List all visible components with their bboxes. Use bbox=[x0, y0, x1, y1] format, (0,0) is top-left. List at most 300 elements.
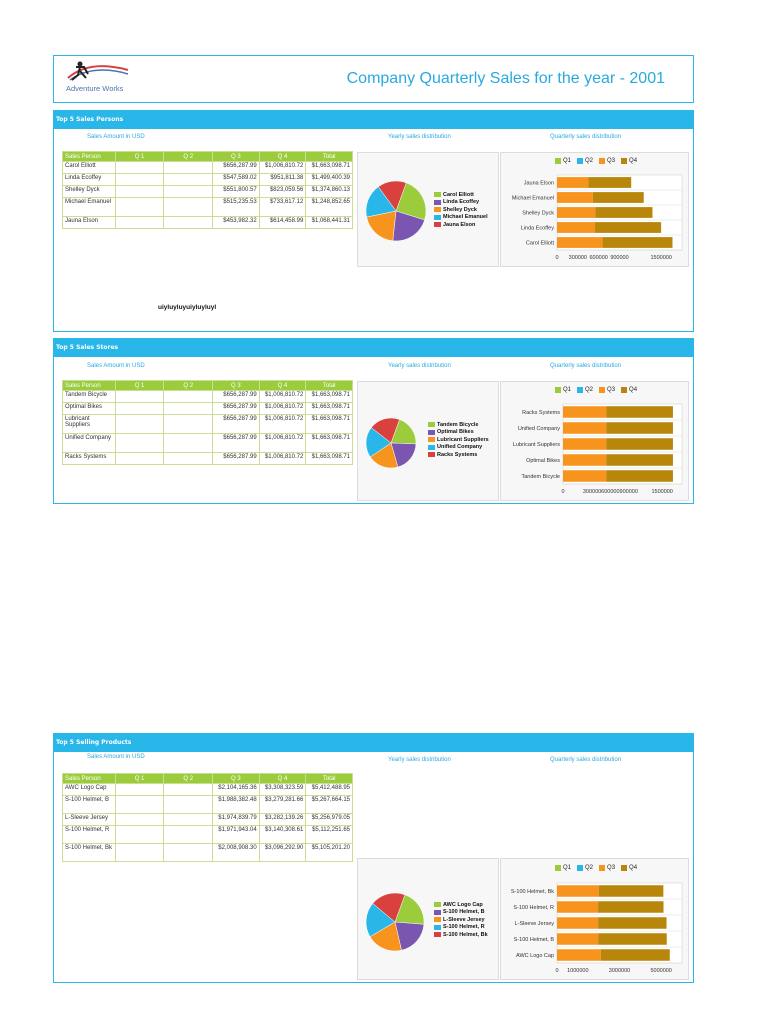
legend-item bbox=[428, 451, 489, 459]
bar-segment bbox=[598, 933, 666, 945]
column-header: Q 1 bbox=[115, 381, 164, 391]
column-header: Q 4 bbox=[259, 381, 306, 391]
legend-swatch bbox=[621, 387, 627, 393]
legend-swatch bbox=[599, 387, 605, 393]
table-row bbox=[63, 434, 353, 453]
cell-value: $1,971,943.04 bbox=[213, 826, 260, 844]
bar-segment bbox=[606, 470, 673, 482]
legend-item bbox=[434, 909, 488, 917]
table-row bbox=[63, 198, 353, 217]
sales-table bbox=[62, 151, 353, 229]
legend-label: Q1 bbox=[563, 158, 572, 164]
cell-value bbox=[115, 217, 164, 229]
report-title: Company Quarterly Sales for the year - 2001 bbox=[346, 70, 665, 87]
row-label: Michael Emanuel bbox=[63, 198, 116, 217]
legend-swatch bbox=[434, 925, 441, 930]
legend-swatch bbox=[428, 422, 435, 427]
column-header: Q 3 bbox=[213, 774, 260, 784]
bar-segment bbox=[557, 237, 603, 248]
cell-value bbox=[164, 162, 213, 174]
cell-value bbox=[164, 434, 213, 453]
cell-value bbox=[115, 391, 164, 403]
cell-value: $1,663,098.71 bbox=[306, 403, 353, 415]
column-header: Sales Person bbox=[63, 381, 116, 391]
cell-value: $656,287.99 bbox=[213, 403, 260, 415]
legend-label: Q1 bbox=[563, 387, 572, 393]
quarter-legend bbox=[555, 158, 637, 164]
table-row bbox=[63, 162, 353, 174]
column-header: Q 3 bbox=[213, 152, 260, 162]
quarterly-dist-label: Quarterly sales distribution bbox=[550, 363, 622, 369]
table-row bbox=[63, 814, 353, 826]
cell-value: $1,663,098.71 bbox=[306, 453, 353, 465]
legend-label: Q1 bbox=[563, 865, 572, 871]
cell-value: $656,287.99 bbox=[213, 453, 260, 465]
column-header: Q 2 bbox=[164, 381, 213, 391]
bar-segment bbox=[563, 422, 606, 434]
legend-label: S-100 Helmet, Bk bbox=[443, 931, 488, 938]
cell-value: $656,287.99 bbox=[213, 415, 260, 434]
legend-swatch bbox=[577, 865, 583, 871]
legend-label: Q4 bbox=[629, 865, 638, 871]
legend-item bbox=[434, 199, 488, 207]
x-tick-label: 1000000 bbox=[567, 968, 589, 974]
cell-value: $1,499,400.39 bbox=[306, 174, 353, 186]
row-label: S-100 Helmet, Bk bbox=[63, 844, 116, 862]
bar-segment bbox=[563, 454, 606, 466]
bar-segment bbox=[606, 454, 673, 466]
table-row bbox=[63, 826, 353, 844]
legend-label: Tandem Bicycle bbox=[437, 421, 479, 428]
category-label: S-100 Helmet, B bbox=[513, 937, 554, 943]
bar-segment bbox=[557, 917, 598, 929]
cell-value: $1,988,382.48 bbox=[213, 796, 260, 814]
cell-value bbox=[115, 453, 164, 465]
column-header: Q 1 bbox=[115, 152, 164, 162]
category-label: Tandem Bicycle bbox=[521, 474, 560, 480]
legend-label: AWC Logo Cap bbox=[443, 901, 483, 908]
legend-label: Q3 bbox=[607, 865, 616, 871]
row-label: Racks Systems bbox=[63, 453, 116, 465]
logo-text: Adventure Works bbox=[66, 84, 124, 93]
row-label: Linda Ecoffey bbox=[63, 174, 116, 186]
legend-item bbox=[621, 158, 637, 164]
yearly-dist-label: Yearly sales distribution bbox=[388, 134, 451, 140]
cell-value: $5,412,488.95 bbox=[306, 784, 353, 796]
legend-swatch bbox=[434, 215, 441, 220]
note-text: uiyluyluyuiyluyluyl bbox=[158, 304, 217, 311]
x-tick-label: 300000 bbox=[568, 255, 588, 261]
adventure-works-logo bbox=[66, 60, 130, 84]
cell-value: $1,006,810.72 bbox=[259, 453, 306, 465]
category-label: Linda Ecoffey bbox=[520, 225, 554, 232]
category-label: Lubricant Suppliers bbox=[512, 442, 560, 448]
table-row bbox=[63, 174, 353, 186]
legend-label: Linda Ecoffey bbox=[443, 199, 480, 206]
bar-segment bbox=[563, 406, 606, 418]
sales-table bbox=[62, 380, 353, 465]
cell-value: $2,008,908.30 bbox=[213, 844, 260, 862]
quarterly-dist-label: Quarterly sales distribution bbox=[550, 757, 622, 763]
cell-value bbox=[115, 826, 164, 844]
x-tick-label: 1500000 bbox=[651, 489, 673, 495]
pie-panel bbox=[357, 381, 499, 501]
legend-swatch bbox=[434, 192, 441, 197]
cell-value: $547,589.02 bbox=[213, 174, 260, 186]
column-header: Q 2 bbox=[164, 774, 213, 784]
cell-value bbox=[164, 198, 213, 217]
cell-value bbox=[164, 844, 213, 862]
cell-value bbox=[164, 826, 213, 844]
column-header: Total bbox=[306, 381, 353, 391]
bar-segment bbox=[598, 917, 666, 929]
bar-segment bbox=[557, 207, 595, 218]
cell-value: $3,096,292.90 bbox=[259, 844, 306, 862]
legend-item bbox=[434, 916, 488, 924]
legend-swatch bbox=[428, 452, 435, 457]
legend-item bbox=[428, 429, 489, 437]
legend-swatch bbox=[434, 222, 441, 227]
pie-chart bbox=[366, 181, 426, 241]
row-label: Tandem Bicycle bbox=[63, 391, 116, 403]
cell-value: $3,308,323.59 bbox=[259, 784, 306, 796]
cell-value: $1,006,810.72 bbox=[259, 434, 306, 453]
legend-label: Q3 bbox=[607, 387, 616, 393]
bar-segment bbox=[606, 422, 673, 434]
category-label: Michael Emanuel bbox=[511, 195, 554, 202]
cell-value: $3,282,139.26 bbox=[259, 814, 306, 826]
x-tick-label: 1500000 bbox=[650, 255, 672, 261]
bar-segment bbox=[557, 885, 599, 897]
sales-amount-label: Sales Amount in USD bbox=[87, 363, 145, 369]
pie-chart bbox=[366, 893, 424, 951]
column-header: Total bbox=[306, 152, 353, 162]
column-header: Total bbox=[306, 774, 353, 784]
bar-segment bbox=[606, 438, 673, 450]
legend-swatch bbox=[599, 865, 605, 871]
bar-segment bbox=[606, 406, 673, 418]
legend-label: Racks Systems bbox=[437, 451, 478, 458]
pie-panel bbox=[357, 858, 499, 980]
quarterly-dist-label: Quarterly sales distribution bbox=[550, 134, 622, 140]
legend-item bbox=[434, 924, 488, 932]
table-row bbox=[63, 784, 353, 796]
x-tick-label: 600000 bbox=[589, 255, 608, 261]
cell-value bbox=[164, 174, 213, 186]
legend-item bbox=[599, 158, 615, 164]
pie-legend bbox=[434, 191, 488, 229]
legend-label: Q2 bbox=[585, 387, 594, 393]
cell-value: $1,374,860.13 bbox=[306, 186, 353, 198]
cell-value: $733,617.12 bbox=[259, 198, 306, 217]
x-tick-label: 0 bbox=[555, 968, 559, 974]
bar-panel bbox=[500, 381, 689, 501]
legend-label: Q2 bbox=[585, 865, 594, 871]
legend-swatch bbox=[434, 207, 441, 212]
cell-value: $3,140,308.61 bbox=[259, 826, 306, 844]
legend-item bbox=[599, 387, 615, 393]
column-header: Q 1 bbox=[115, 774, 164, 784]
table-row bbox=[63, 796, 353, 814]
cell-value: $656,287.99 bbox=[213, 162, 260, 174]
cell-value: $5,112,251.65 bbox=[306, 826, 353, 844]
legend-swatch bbox=[555, 158, 561, 164]
legend-label: S-100 Helmet, R bbox=[443, 924, 485, 931]
cell-value bbox=[164, 453, 213, 465]
legend-item bbox=[577, 865, 593, 871]
cell-value bbox=[115, 415, 164, 434]
bar-chart bbox=[501, 400, 690, 500]
legend-swatch bbox=[621, 865, 627, 871]
x-tick-label: 3000000 bbox=[608, 968, 631, 974]
section-sales-persons bbox=[53, 110, 694, 332]
legend-swatch bbox=[555, 387, 561, 393]
legend-item bbox=[555, 865, 571, 871]
legend-swatch bbox=[434, 902, 441, 907]
section-title: Top 5 Selling Products bbox=[54, 734, 693, 752]
cell-value: $1,006,810.72 bbox=[259, 391, 306, 403]
bar-segment bbox=[593, 192, 644, 203]
legend-item bbox=[428, 421, 489, 429]
bar-segment bbox=[601, 949, 670, 961]
cell-value: $515,235.53 bbox=[213, 198, 260, 217]
cell-value bbox=[164, 391, 213, 403]
bar-segment bbox=[557, 949, 601, 961]
table-row bbox=[63, 403, 353, 415]
bar-segment bbox=[598, 901, 663, 913]
table-row bbox=[63, 217, 353, 229]
legend-swatch bbox=[434, 917, 441, 922]
row-label: L-Sleeve Jersey bbox=[63, 814, 116, 826]
legend-item bbox=[434, 191, 488, 199]
legend-item bbox=[577, 387, 593, 393]
bar-segment bbox=[557, 192, 593, 203]
legend-label: Optimal Bikes bbox=[437, 429, 474, 436]
legend-label: Q3 bbox=[607, 158, 616, 164]
category-label: Jauna Elson bbox=[523, 180, 554, 187]
legend-label: Michael Emanuel bbox=[443, 214, 488, 221]
pie-panel bbox=[357, 152, 499, 267]
pie-legend bbox=[428, 421, 489, 459]
sales-table bbox=[62, 773, 353, 862]
legend-swatch bbox=[428, 430, 435, 435]
table-row bbox=[63, 453, 353, 465]
table-row bbox=[63, 391, 353, 403]
legend-item bbox=[599, 865, 615, 871]
bar-segment bbox=[557, 222, 595, 233]
bar-chart bbox=[501, 879, 690, 979]
legend-swatch bbox=[621, 158, 627, 164]
cell-value: $951,811.38 bbox=[259, 174, 306, 186]
legend-item bbox=[577, 158, 593, 164]
cell-value bbox=[115, 814, 164, 826]
category-label: S-100 Helmet, Bk bbox=[510, 889, 554, 895]
cell-value: $1,974,839.79 bbox=[213, 814, 260, 826]
row-label: Unified Company bbox=[63, 434, 116, 453]
cell-value bbox=[164, 186, 213, 198]
legend-label: S-100 Helmet, B bbox=[443, 909, 485, 916]
legend-swatch bbox=[428, 445, 435, 450]
row-label: Shelley Dyck bbox=[63, 186, 116, 198]
cell-value bbox=[115, 198, 164, 217]
bar-segment bbox=[603, 237, 673, 248]
column-header: Q 3 bbox=[213, 381, 260, 391]
x-tick-label: 300000600000900000 bbox=[582, 489, 638, 495]
cell-value: $614,458.99 bbox=[259, 217, 306, 229]
bar-panel bbox=[500, 152, 689, 267]
legend-swatch bbox=[434, 200, 441, 205]
category-label: Shelley Dyck bbox=[522, 210, 554, 217]
cell-value: $1,248,852.65 bbox=[306, 198, 353, 217]
bar-segment bbox=[563, 438, 606, 450]
cell-value bbox=[115, 784, 164, 796]
pie-chart bbox=[366, 418, 416, 468]
cell-value: $1,663,098.71 bbox=[306, 415, 353, 434]
quarter-legend bbox=[555, 387, 637, 393]
column-header: Q 2 bbox=[164, 152, 213, 162]
cell-value bbox=[164, 415, 213, 434]
bar-segment bbox=[595, 222, 661, 233]
cell-value: $5,256,979.05 bbox=[306, 814, 353, 826]
cell-value bbox=[164, 403, 213, 415]
bar-chart bbox=[501, 171, 690, 266]
cell-value: $1,663,098.71 bbox=[306, 391, 353, 403]
cell-value: $1,663,098.71 bbox=[306, 434, 353, 453]
legend-swatch bbox=[577, 158, 583, 164]
section-title: Top 5 Sales Persons bbox=[54, 111, 693, 129]
cell-value bbox=[115, 186, 164, 198]
yearly-dist-label: Yearly sales distribution bbox=[388, 757, 451, 763]
cell-value bbox=[115, 403, 164, 415]
bar-segment bbox=[557, 901, 598, 913]
cell-value: $5,105,201.20 bbox=[306, 844, 353, 862]
row-label: Jauna Elson bbox=[63, 217, 116, 229]
legend-swatch bbox=[434, 932, 441, 937]
bar-panel bbox=[500, 858, 689, 980]
legend-label: Shelley Dyck bbox=[443, 206, 477, 213]
category-label: L-Sleeve Jersey bbox=[514, 921, 554, 927]
row-label: S-100 Helmet, R bbox=[63, 826, 116, 844]
legend-swatch bbox=[428, 437, 435, 442]
category-label: Carol Elliott bbox=[525, 240, 554, 247]
cell-value: $823,059.56 bbox=[259, 186, 306, 198]
legend-item bbox=[428, 444, 489, 452]
legend-item bbox=[555, 158, 571, 164]
row-label: S-100 Helmet, B bbox=[63, 796, 116, 814]
column-header: Sales Person bbox=[63, 774, 116, 784]
row-label: AWC Logo Cap bbox=[63, 784, 116, 796]
legend-label: Lubricant Suppliers bbox=[437, 436, 489, 443]
cell-value bbox=[115, 434, 164, 453]
cell-value: $1,006,810.72 bbox=[259, 415, 306, 434]
cell-value bbox=[115, 162, 164, 174]
x-tick-label: 0 bbox=[555, 255, 559, 261]
sales-amount-label: Sales Amount in USD bbox=[87, 754, 145, 760]
cell-value bbox=[115, 844, 164, 862]
column-header: Sales Person bbox=[63, 152, 116, 162]
quarter-legend bbox=[555, 865, 637, 871]
bar-segment bbox=[563, 470, 606, 482]
cell-value: $453,982.32 bbox=[213, 217, 260, 229]
legend-label: L-Sleeve Jersey bbox=[443, 916, 485, 923]
cell-value: $1,663,098.71 bbox=[306, 162, 353, 174]
table-row bbox=[63, 186, 353, 198]
cell-value bbox=[115, 174, 164, 186]
table-row bbox=[63, 415, 353, 434]
legend-label: Q4 bbox=[629, 387, 638, 393]
section-selling-products bbox=[53, 733, 694, 983]
legend-label: Q2 bbox=[585, 158, 594, 164]
bar-segment bbox=[589, 177, 632, 188]
bar-segment bbox=[595, 207, 652, 218]
legend-item bbox=[621, 387, 637, 393]
cell-value: $5,267,664.15 bbox=[306, 796, 353, 814]
report-header bbox=[53, 55, 694, 103]
table-row bbox=[63, 844, 353, 862]
cell-value: $3,279,281.66 bbox=[259, 796, 306, 814]
legend-swatch bbox=[599, 158, 605, 164]
cell-value: $656,287.99 bbox=[213, 391, 260, 403]
bar-segment bbox=[599, 885, 664, 897]
cell-value bbox=[115, 796, 164, 814]
cell-value bbox=[164, 796, 213, 814]
legend-item bbox=[434, 901, 488, 909]
legend-item bbox=[621, 865, 637, 871]
legend-label: Jauna Elson bbox=[443, 221, 476, 228]
category-label: Racks Systems bbox=[522, 410, 560, 416]
row-label: Optimal Bikes bbox=[63, 403, 116, 415]
x-tick-label: 0 bbox=[561, 489, 565, 495]
bar-segment bbox=[557, 933, 598, 945]
legend-item bbox=[434, 214, 488, 222]
cell-value: $1,006,810.72 bbox=[259, 403, 306, 415]
cell-value: $2,104,165.36 bbox=[213, 784, 260, 796]
cell-value: $1,006,810.72 bbox=[259, 162, 306, 174]
cell-value bbox=[164, 814, 213, 826]
row-label: Lubricant Suppliers bbox=[63, 415, 116, 434]
bar-segment bbox=[557, 177, 589, 188]
column-header: Q 4 bbox=[259, 774, 306, 784]
pie-legend bbox=[434, 901, 488, 939]
category-label: Unified Company bbox=[517, 426, 560, 432]
row-label: Carol Elliott bbox=[63, 162, 116, 174]
legend-item bbox=[434, 221, 488, 229]
sales-amount-label: Sales Amount in USD bbox=[87, 134, 145, 140]
category-label: Optimal Bikes bbox=[526, 458, 560, 464]
cell-value: $656,287.99 bbox=[213, 434, 260, 453]
cell-value bbox=[164, 784, 213, 796]
x-tick-label: 900000 bbox=[610, 255, 629, 261]
legend-item bbox=[428, 436, 489, 444]
category-label: AWC Logo Cap bbox=[515, 953, 554, 959]
legend-label: Q4 bbox=[629, 158, 638, 164]
legend-label: Unified Company bbox=[437, 444, 483, 451]
legend-swatch bbox=[555, 865, 561, 871]
cell-value bbox=[164, 217, 213, 229]
section-sales-stores bbox=[53, 338, 694, 504]
yearly-dist-label: Yearly sales distribution bbox=[388, 363, 451, 369]
legend-label: Carol Elliott bbox=[443, 191, 474, 198]
cell-value: $551,800.57 bbox=[213, 186, 260, 198]
x-tick-label: 5000000 bbox=[650, 968, 672, 974]
legend-swatch bbox=[434, 910, 441, 915]
section-title: Top 5 Sales Stores bbox=[54, 339, 693, 357]
cell-value: $1,068,441.31 bbox=[306, 217, 353, 229]
legend-item bbox=[434, 206, 488, 214]
legend-swatch bbox=[577, 387, 583, 393]
category-label: S-100 Helmet, R bbox=[513, 905, 554, 911]
legend-item bbox=[434, 931, 488, 939]
